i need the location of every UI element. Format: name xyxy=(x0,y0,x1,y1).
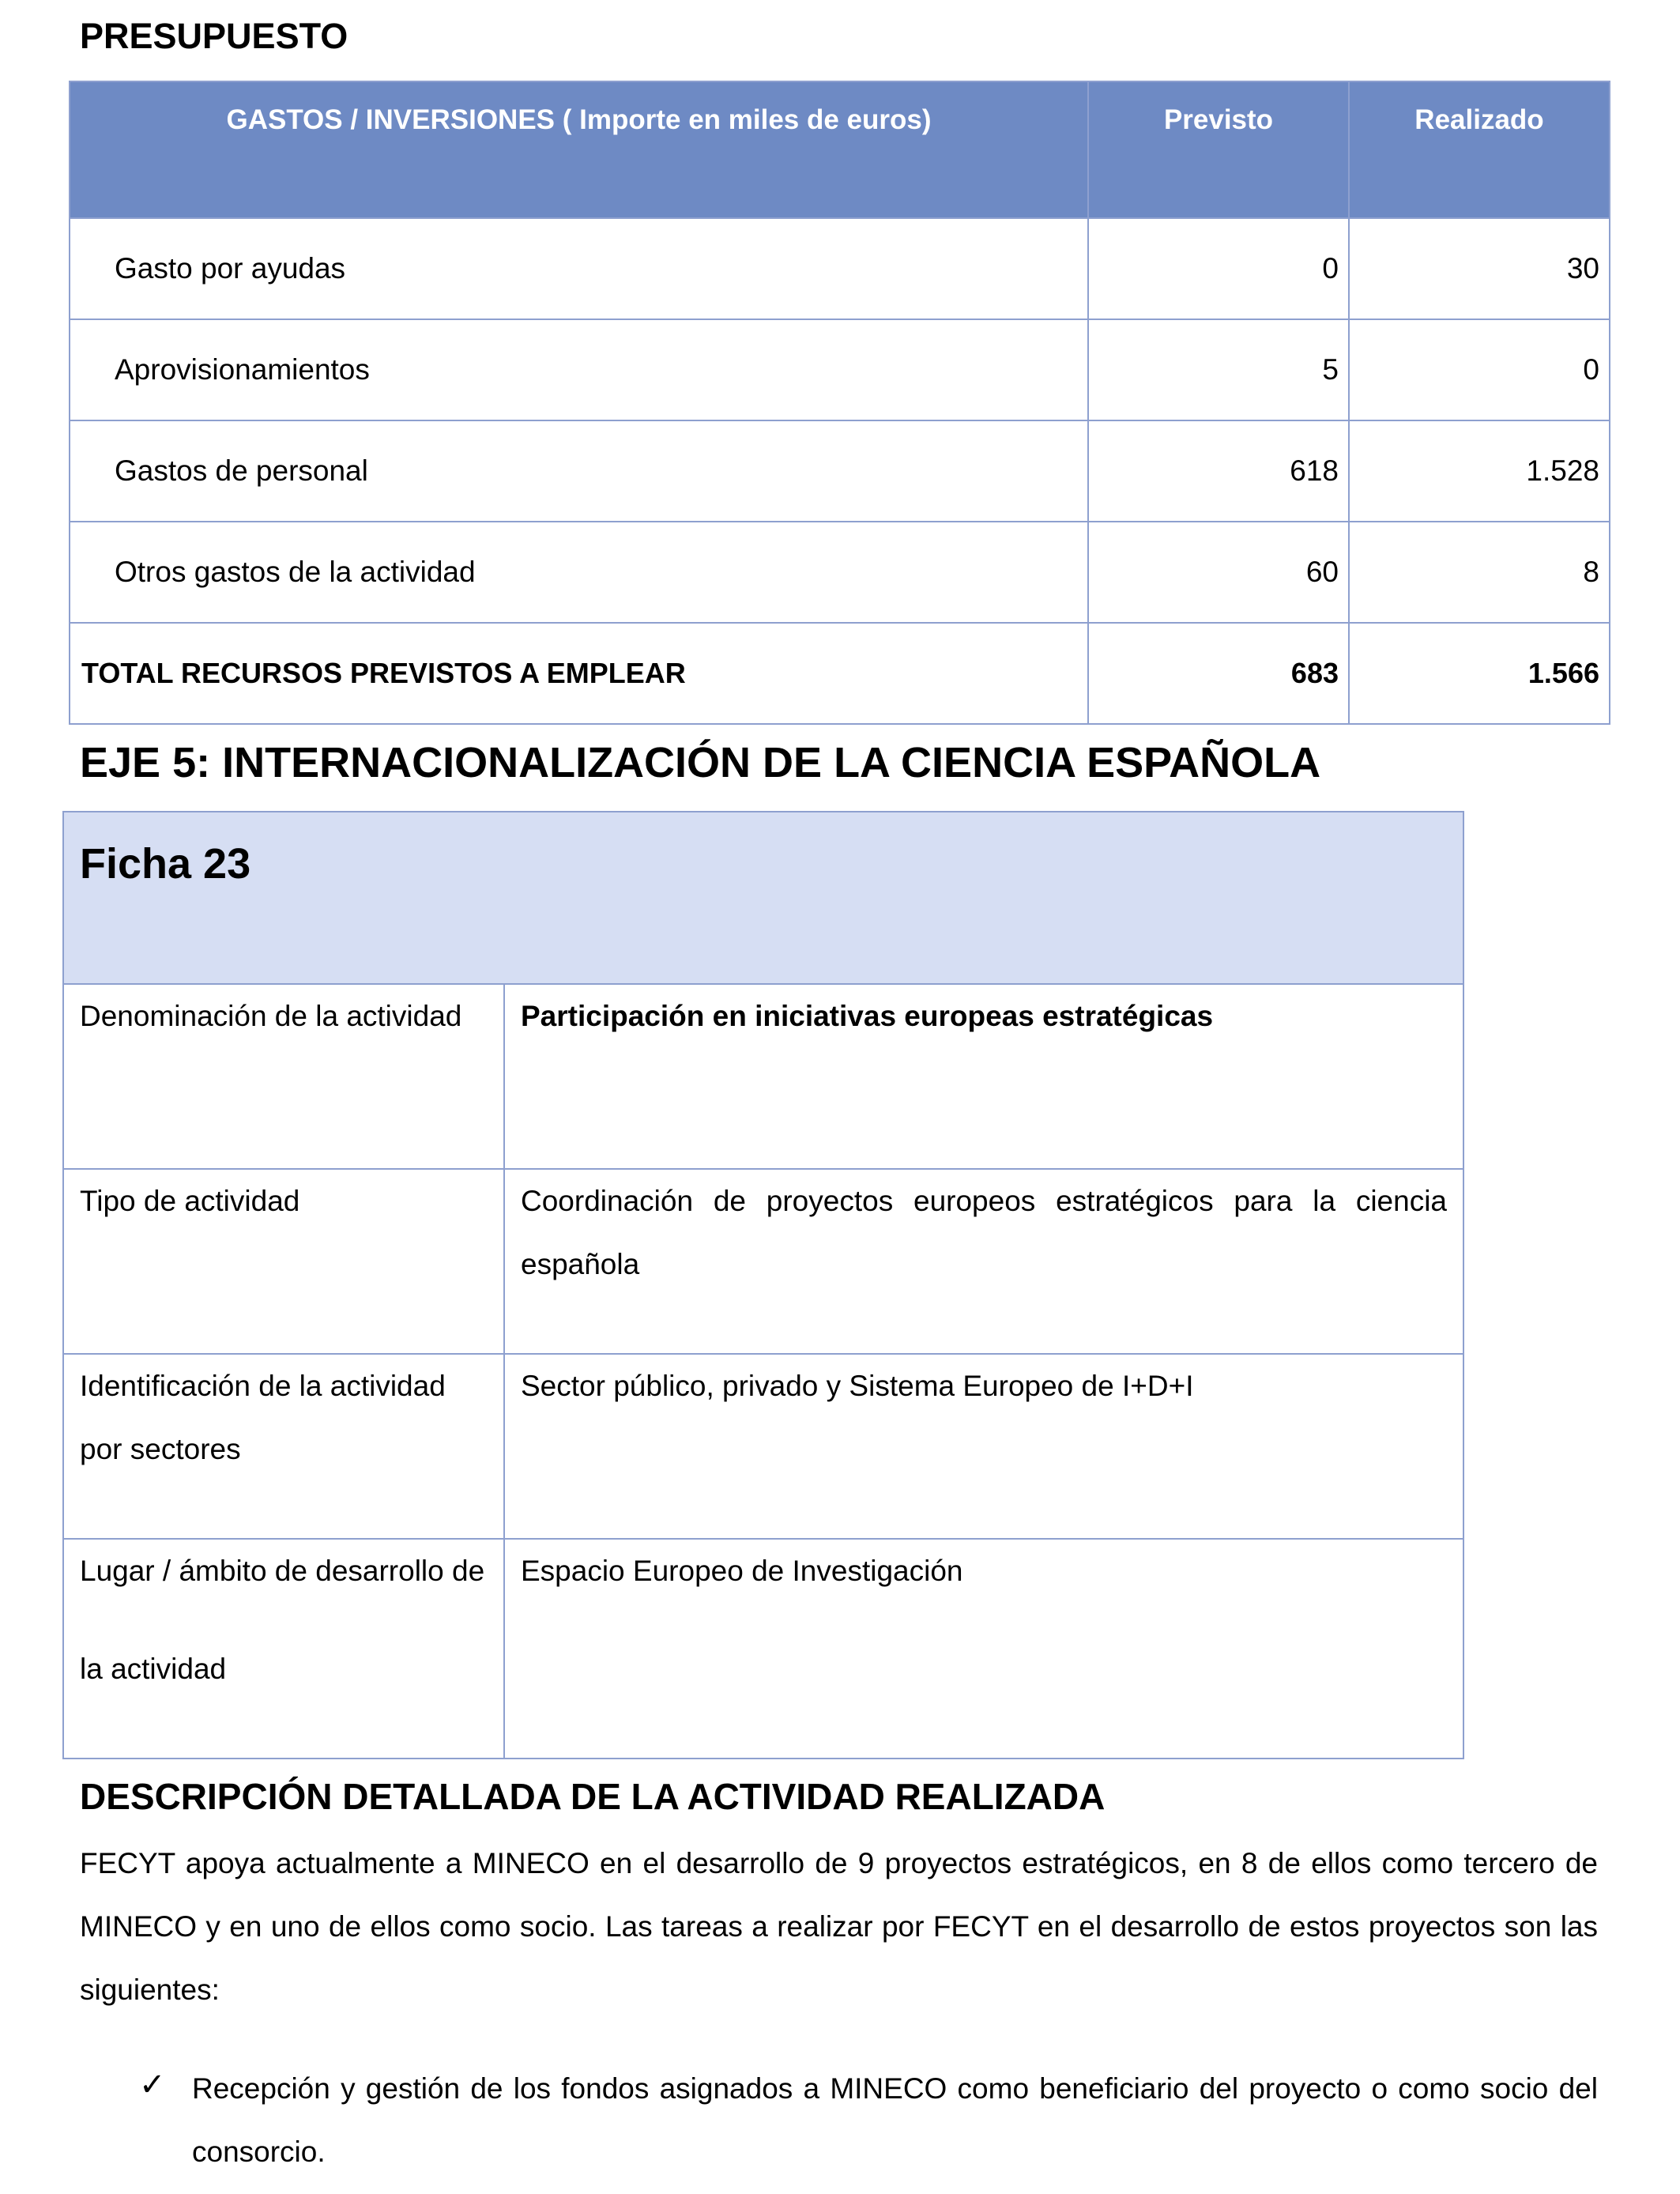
row-actual: 1.528 xyxy=(1349,420,1610,522)
row-planned: 618 xyxy=(1088,420,1349,522)
table-row xyxy=(70,522,1610,623)
row-label: Gastos de personal xyxy=(70,420,1088,522)
row-label: Aprovisionamientos xyxy=(70,319,1088,420)
table-row xyxy=(70,420,1610,522)
budget-title: PRESUPUESTO xyxy=(80,16,348,56)
ficha-key: Identificación de la actividad por sectores xyxy=(63,1354,504,1539)
ficha-value: Espacio Europeo de Investigación xyxy=(504,1539,1463,1759)
budget-header-planned: Previsto xyxy=(1088,81,1349,218)
section-title: EJE 5: INTERNACIONALIZACIÓN DE LA CIENCIA ESPAÑOLA xyxy=(80,739,1321,786)
ficha-value: Coordinación de proyectos europeos estratégicos para la ciencia española xyxy=(504,1169,1463,1354)
total-row xyxy=(70,623,1610,724)
ficha-row xyxy=(63,1169,1463,1354)
row-planned: 0 xyxy=(1088,218,1349,319)
ficha-header-row xyxy=(63,812,1463,984)
ficha-title: Ficha 23 xyxy=(63,812,1463,984)
row-actual: 0 xyxy=(1349,319,1610,420)
ficha-row xyxy=(63,984,1463,1169)
budget-header-row xyxy=(70,81,1610,218)
row-label: Gasto por ayudas xyxy=(70,218,1088,319)
ficha-row xyxy=(63,1354,1463,1539)
budget-header-concept: GASTOS / INVERSIONES ( Importe en miles de euros) xyxy=(70,81,1088,218)
total-actual: 1.566 xyxy=(1349,623,1610,724)
total-planned: 683 xyxy=(1088,623,1349,724)
row-planned: 60 xyxy=(1088,522,1349,623)
ficha-table xyxy=(62,811,1464,1759)
row-actual: 30 xyxy=(1349,218,1610,319)
row-planned: 5 xyxy=(1088,319,1349,420)
ficha-key: Tipo de actividad xyxy=(63,1169,504,1354)
ficha-key: Lugar / ámbito de desarrollo de la actividad xyxy=(80,1555,485,1685)
list-item: Recepción y gestión de los fondos asignados a MINECO como beneficiario del proyecto o como socio del consorcio. xyxy=(192,2072,1598,2168)
description-title: DESCRIPCIÓN DETALLADA DE LA ACTIVIDAD REALIZADA xyxy=(80,1776,1106,1817)
ficha-value: Sector público, privado y Sistema Europeo de I+D+I xyxy=(504,1354,1463,1539)
ficha-row xyxy=(63,1539,1463,1759)
budget-table xyxy=(69,81,1610,725)
table-row xyxy=(70,218,1610,319)
row-label: Otros gastos de la actividad xyxy=(70,522,1088,623)
ficha-value: Participación en iniciativas europeas estratégicas xyxy=(504,984,1463,1169)
row-actual: 8 xyxy=(1349,522,1610,623)
table-row xyxy=(70,319,1610,420)
ficha-key: Denominación de la actividad xyxy=(63,984,504,1169)
description-paragraph: FECYT apoya actualmente a MINECO en el desarrollo de 9 proyectos estratégicos, en 8 de ellos como tercero de MINECO y en uno de ellos como socio. Las tareas a realizar por FECYT en el desarrollo de estos proyectos son las siguientes: xyxy=(80,1847,1598,2006)
checkmark-icon: ✓ xyxy=(139,2068,166,2102)
budget-header-actual: Realizado xyxy=(1349,81,1610,218)
total-label: TOTAL RECURSOS PREVISTOS A EMPLEAR xyxy=(70,623,1088,724)
